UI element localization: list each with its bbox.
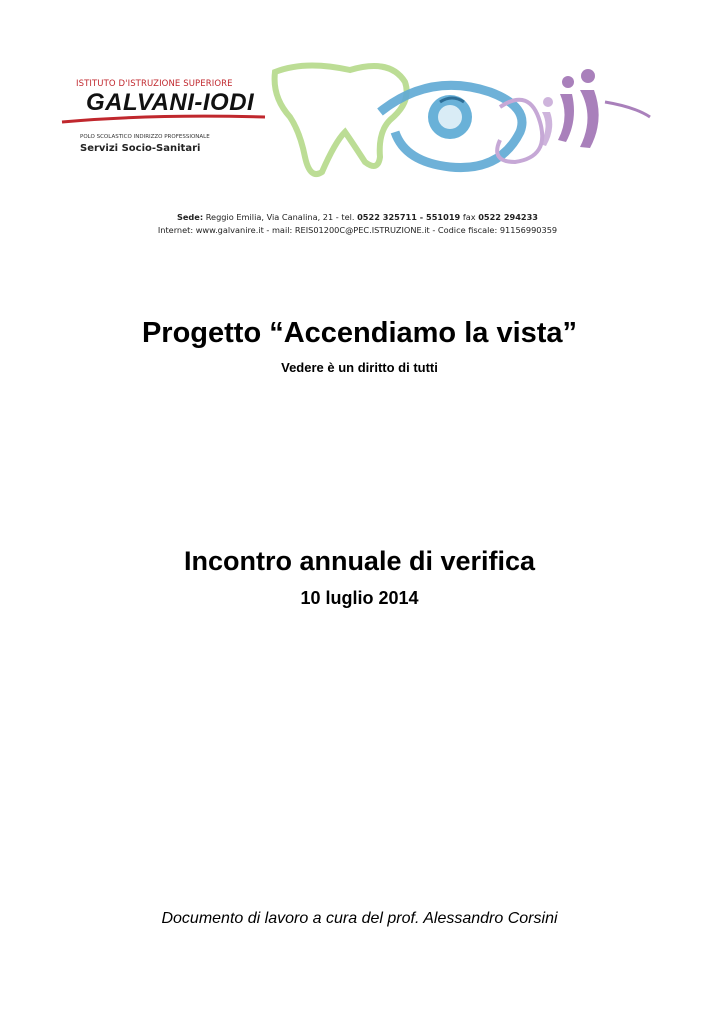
author-line: Documento di lavoro a cura del prof. Alessandro Corsini xyxy=(161,910,558,927)
tooth-icon xyxy=(275,65,407,174)
sede-label: Sede: xyxy=(176,212,204,222)
project-subtitle: Vedere è un diritto di tutti xyxy=(281,360,438,375)
meeting-title: Incontro annuale di verifica xyxy=(183,546,536,576)
meeting-date: 10 luglio 2014 xyxy=(300,588,419,608)
contact-address-line xyxy=(0,212,720,222)
school-type-label: ISTITUTO D'ISTRUZIONE SUPERIORE xyxy=(76,79,233,89)
phone-numbers: 0522 325711 - 551019 xyxy=(357,212,461,222)
red-swoosh-icon xyxy=(62,116,265,122)
fax-label: fax xyxy=(462,212,476,222)
contact-internet-line: Internet: www.galvanire.it - mail: REIS01200C@PEC.ISTRUZIONE.it - Codice fiscale: 91156990359 xyxy=(157,225,558,235)
people-icon xyxy=(540,69,650,148)
school-name: GALVANI-IODI xyxy=(86,89,255,116)
school-polo: POLO SCOLASTICO INDIRIZZO PROFESSIONALE xyxy=(80,134,210,140)
fax-number: 0522 294233 xyxy=(478,212,539,222)
project-title: Progetto “Accendiamo la vista” xyxy=(141,317,578,349)
school-services: Servizi Socio-Sanitari xyxy=(80,143,201,154)
sede-address: Reggio Emilia, Via Canalina, 21 - tel. xyxy=(205,212,355,222)
